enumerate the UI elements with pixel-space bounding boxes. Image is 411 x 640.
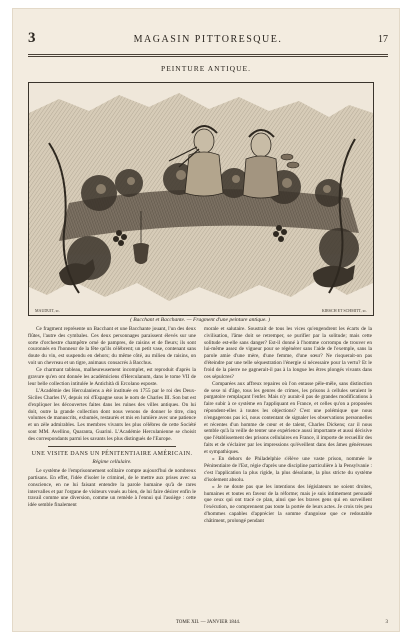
signature-mark: 3 (385, 620, 388, 625)
article-title: UNE VISITE DANS UN PÉNITENTIAIRE AMÉRICAIN. (31, 450, 193, 457)
plate-caption: ( Bacchant et Bacchante. — Fragment d'une peinture antique. ) (130, 317, 270, 323)
issue-number: 3 (28, 30, 36, 46)
header-rule (28, 54, 388, 55)
body-paragraph: morale et salutaire. Soustrait de tous les vices qu'engendrent les écarts de la civilisation, l'âme doit se retremper, se purifier par la solitude; mais cette solitude est-elle sans danger? Est-il donné à l'homme corrompu de trouver en lui-même assez de vigueur pour se régénérer sans l'aide de l'exemple, sans la parole amie d'une mère, d'une femme, d'une sœur? Ne risquerait-on pas d'éteindre par une telle séquestration l'énergie si nécessaire pour la vertu? Et le froid de la pierre ne gagnerait-il pas à la longue les êtres plongés vivants dans ces sépulcres? (204, 326, 372, 380)
article-subtitle: Régime cellulaire. (92, 459, 132, 466)
engraver-credit-right: KIRSCH ET SCHMITT, sc. (321, 308, 367, 313)
body-paragraph: L'Académie des Herculaniens a été instituée en 1755 par le roi des Deux-Siciles Charles IV, depuis roi d'Espagne sous le nom de Charles III. Son but est d'expliquer les découvertes faites dans les ruines des villes antiques. On lui doit, outre la grande collection dont nous venons de donner le titre, cinq volumes de manuscrits, exhumés, restaurés et mis en lumière avec une patience et un zèle admirables. Les membres vivants les plus célèbres de cette Société sont MM. Avellino, Quaranta, Guarini. L'Académie Herculanienne se choisit des correspondants parmi les savants les plus distingués de l'Europe. (28, 388, 196, 442)
magazine-page (12, 8, 400, 632)
right-column (204, 326, 372, 525)
bacchant-engraving-illustration (29, 83, 373, 315)
volume-line: TOME XII. — JANVIER 1844. (175, 620, 241, 625)
engraver-credit-left: MAUDUIT, sc. (35, 308, 60, 313)
body-paragraph: Comparées aux affreux repaires où l'on entasse pêle-mêle, sans distinction de sexe ni d'âge, tous les genres de crimes, les prisons à cellules seraient le purgatoire remplaçant l'enfer. Mais n'y aurait-il pas de grandes modifications à faire subir à ce système en l'appliquant en France, et celles qu'on a proposées répondent-elles à toutes les objections? C'est une polémique que nous n'engagerons pas ici, nous contentant de signaler les observations personnelles et récentes d'un homme de cœur et de talent, Charles Dickens; car il nous semble qu'à la veille de tenter une expérience aussi importante et aussi décisive que l'établissement des prisons cellulaires en France, il importe de recueillir des faits et de s'éclairer par les impressions qu'éveillent dans des âmes généreuses et sympathiques. (204, 380, 372, 455)
section-title: PEINTURE ANTIQUE. (161, 64, 251, 73)
header-rule-thin (28, 56, 388, 57)
body-paragraph: Le système de l'emprisonnement solitaire compte aujourd'hui de nombreux partisans. En effet, l'idée d'isoler le criminel, de le mettre aux prises avec sa conscience, en ne lui faisant entendre la parole humaine qu'à de rares intervalles et par l'organe de visiteurs voués au bien, de lui faire désirer enfin le travail comme une diversion, comme un remède à l'ennui qui l'assiège : cette idée semble finalement (28, 468, 196, 509)
body-paragraph: » Je ne doute pas que les intentions des législateurs ne soient droites, humaines et toutes en faveur de la réforme; mais je suis intimement persuadé que ceux qui ont tracé ce plan, ainsi que les braves gens qui en surveillent l'exécution, ne comprennent pas toute la portée de leurs actes. Je crois très peu d'hommes capables d'apprécier la somme d'angoisse que ce redoutable châtiment, prolongé pendant (204, 483, 372, 524)
page-header (28, 30, 388, 52)
body-paragraph: Ce fragment représente un Bacchant et une Bacchante jouant, l'un des deux flûtes, l'autre des cymbales. Ces deux personnages paraissent élevés sur une sorte d'orchestre champêtre orné de pampres, de raisins et de fleurs; ils sont couronnés en l'honneur de la fête qu'ils célèbrent; un petit vase, contenant sans doute du vin, est suspendu en dehors; du même côté, au milieu de raisins, on voit un chevreau et un tigre, animaux consacrés à Bacchus. (28, 326, 196, 366)
left-column (28, 326, 196, 509)
running-title: MAGASIN PITTORESQUE. (133, 34, 283, 45)
article-rule (48, 446, 176, 447)
body-paragraph: Ce charmant tableau, malheureusement incomplet, est reproduit d'après la gravure qu'en ont donnée les académiciens d'Herculanum, dans le tome VII de leur belle collection intitulée le Antichità di Ercolano esposte. (28, 367, 196, 387)
body-paragraph: « En dehors de Philadelphie s'élève une vaste prison, nommée le Pénitentiaire de l'Est, régie d'après une discipline particulière à la Pensylvanie : c'est l'application la plus rigide, la plus désolante, la plus stricte du système d'isolement absolu. (204, 456, 372, 483)
engraving-plate (28, 82, 374, 316)
page-number: 17 (378, 34, 388, 45)
